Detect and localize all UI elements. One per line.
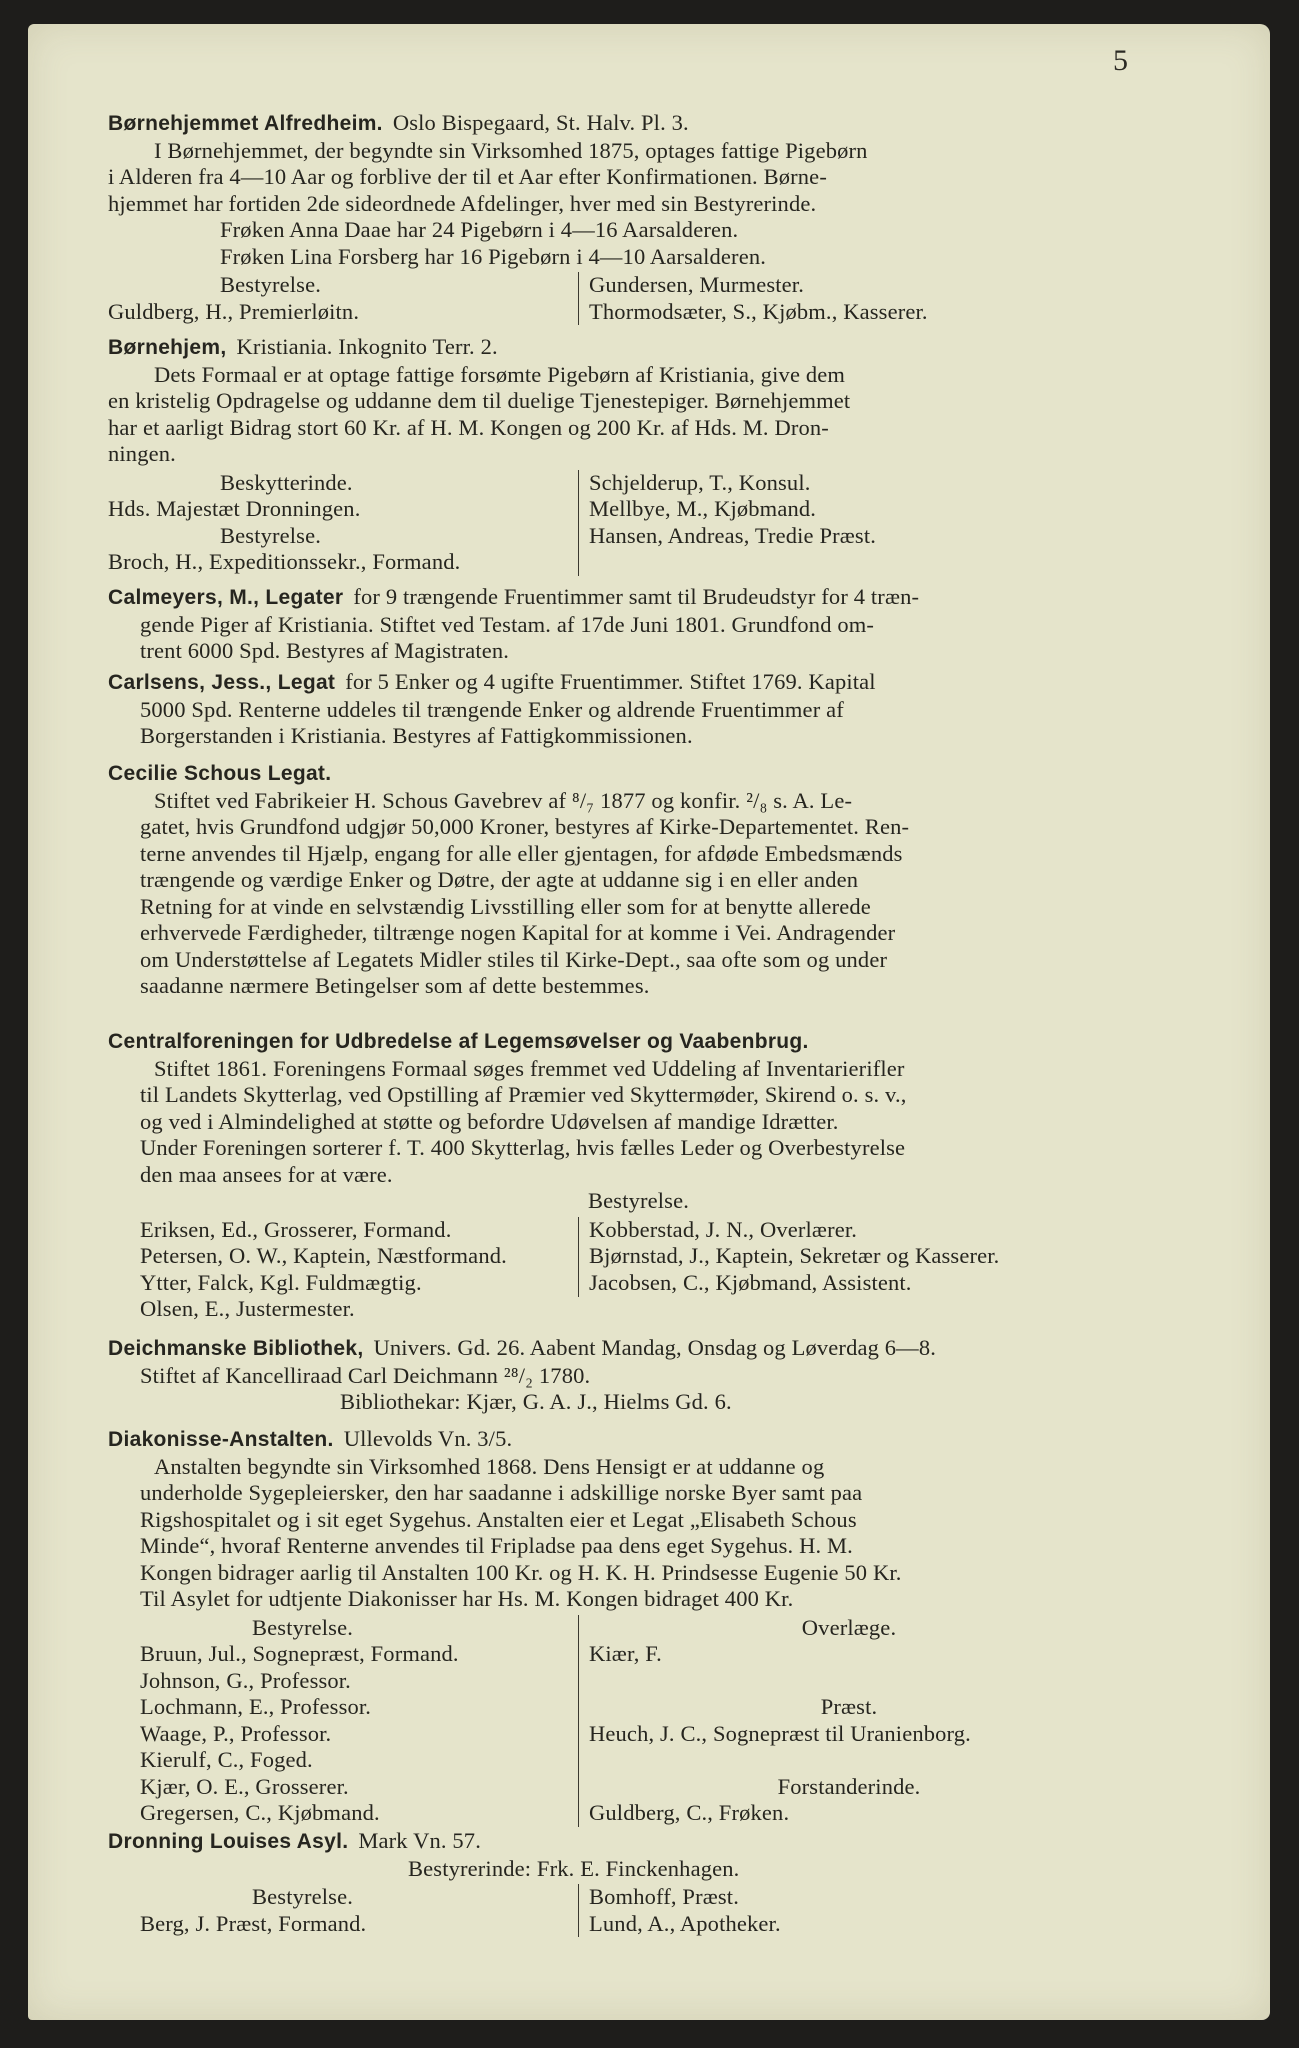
board-member: Bomhoff, Præst. [589,1884,739,1909]
board-heading: Bestyrelse. [252,1614,353,1640]
text-line: trent 6000 Spd. Bestyres af Magistraten. [140,638,510,663]
board-member: Hds. Majestæt Dronningen. [108,496,361,521]
board-member: Mellbye, M., Kjøbmand. [589,496,817,521]
text-line: I Børnehjemmet, der begyndte sin Virksomhed 1875, optages fattige Pigebørn [154,137,868,163]
entry-title: Cecilie Schous Legat. [108,762,332,785]
text-line: Frøken Anna Daae har 24 Pigebørn i 4—16 Aarsalderen. [220,217,739,242]
board-member: Thormodsæter, S., Kjøbm., Kasserer. [589,298,928,324]
entry-address: Mark Vn. 57. [358,1828,481,1853]
board-member: Lochmann, E., Professor. [140,1694,372,1719]
entry-dronning-louises-asyl [108,1828,1163,1937]
board-heading: Bestyrelse. [220,522,321,548]
text-line: Frøken Lina Forsberg har 16 Pigebørn i 4—10 Aarsalderen. [220,243,767,269]
board-member: Jacobsen, C., Kjøbmand, Assistent. [589,1269,912,1295]
text-line: underholde Sygepleiersker, den har saadanne i adskillige norske Byer samt paa [140,1480,863,1505]
board-member: Waage, P., Professor. [140,1720,332,1746]
text-line: for 5 Enker og 4 ugifte Fruentimmer. Stiftet 1769. Kapital [345,669,876,694]
text-line: Stiftet af Kancelliraad Carl Deichmann ²⁸/₂ 1780. [140,1362,591,1388]
text-line: Kongen bidrager aarlig til Anstalten 100 Kr. og H. K. H. Prindsesse Eugenie 50 Kr. [140,1559,902,1585]
entry-bornehjemmet-alfredheim [108,110,1163,325]
text-line: har et aarligt Bidrag stort 60 Kr. af H. M. Kongen og 200 Kr. af Hds. M. Dron- [108,414,829,440]
board-columns [108,1615,1163,1827]
text-line: Minde“, hvoraf Renterne anvendes til Fripladse paa dens eget Sygehus. H. M. [140,1533,853,1558]
staff-member: Kiær, F. [589,1641,662,1666]
board-member: Kobberstad, J. N., Overlærer. [589,1216,858,1242]
entry-calmeyers-legater [108,584,1163,665]
board-member: Gundersen, Murmester. [589,272,804,297]
text-line: en kristelig Opdragelse og uddanne dem til duelige Tjenestepiger. Børnehjemmet [108,388,851,413]
entry-title: Børnehjem, [108,336,227,359]
board-member: Lund, A., Apotheker. [589,1910,781,1936]
entry-deichmanske-bibliothek [108,1335,1163,1416]
text-line: for 9 trængende Fruentimmer samt til Brudeudstyr for 4 træn- [353,584,920,609]
text-line: gatet, hvis Grundfond udgjør 50,000 Kroner, bestyres af Kirke-Departementet. Ren- [140,814,910,839]
entry-address: Ullevolds Vn. 3/5. [343,1426,513,1451]
board-member: Ytter, Falck, Kgl. Fuldmægtig. [140,1269,422,1295]
text-line: erhvervede Færdigheder, tiltrænge nogen Kapital for at komme i Vei. Andragender [140,920,896,945]
text-line: Til Asylet for udtjente Diakonisser har Hs. M. Kongen bidraget 400 Kr. [140,1586,794,1611]
entry-centralforeningen [108,1028,1163,1323]
text-line: Borgerstanden i Kristiania. Bestyres af Fattigkommissionen. [140,723,693,748]
document-page [28,24,1270,2020]
board-member: Guldberg, H., Premierløitn. [108,298,360,324]
entry-title: Dronning Louises Asyl. [108,1830,349,1853]
text-line: Under Foreningen sorterer f. T. 400 Skytterlag, hvis fælles Leder og Overbestyrelse [140,1135,906,1160]
board-member: Kjær, O. E., Grosserer. [140,1773,349,1799]
board-columns [108,272,1163,325]
board-member: Hansen, Andreas, Tredie Præst. [589,522,876,548]
board-heading: Beskytterinde. [220,469,353,495]
board-member: Olsen, E., Justermester. [140,1296,355,1321]
board-member: Broch, H., Expeditionssekr., Formand. [108,549,461,574]
entry-title: Calmeyers, M., Legater [108,586,344,609]
text-line: om Understøttelse af Legatets Midler stiles til Kirke-Dept., saa ofte som og under [140,946,888,972]
board-member: Johnson, G., Professor. [140,1667,351,1693]
entry-bornehjem [108,334,1163,576]
staff-member: Guldberg, C., Frøken. [589,1800,790,1825]
board-member: Gregersen, C., Kjøbmand. [140,1800,380,1825]
board-member: Kierulf, C., Foged. [140,1747,313,1772]
staff-member: Heuch, J. C., Sognepræst til Uranienborg. [589,1720,971,1746]
board-member: Bjørnstad, J., Kaptein, Sekretær og Kasserer. [589,1243,1000,1268]
text-line: den maa ansees for at være. [140,1161,393,1187]
board-heading: Bestyrelse. [220,272,321,297]
page-number: 5 [1113,44,1128,77]
text-line: hjemmet har fortiden 2de sideordnede Afdelinger, hver med sin Bestyrerinde. [108,190,817,216]
text-line: Stiftet ved Fabrikeier H. Schous Gavebrev af ⁸/₇ 1877 og konfir. ²/₈ s. A. Le- [154,787,853,813]
board-heading: Bestyrelse. [252,1884,353,1909]
board-member: Schjelderup, T., Konsul. [589,469,811,495]
board-member: Petersen, O. W., Kaptein, Næstformand. [140,1243,507,1268]
board-heading: Bestyrelse. [588,1188,689,1213]
entry-address: Univers. Gd. 26. Aabent Mandag, Onsdag og Løverdag 6—8. [373,1335,937,1360]
staff-heading: Præst. [820,1694,878,1719]
entry-title: Børnehjemmet Alfredheim. [108,112,383,135]
text-line: gende Piger af Kristiania. Stiftet ved Testam. af 17de Juni 1801. Grundfond om- [140,611,875,637]
board-columns [108,1217,1163,1323]
text-line: ningen. [108,441,176,466]
entry-title: Deichmanske Bibliothek, [108,1337,364,1360]
board-columns [108,1884,1163,1937]
text-line: til Landets Skytterlag, ved Opstilling af Præmier ved Skyttermøder, Skirend o. s. v., [140,1082,907,1107]
librarian: Bibliothekar: Kjær, G. A. J., Hielms Gd. 6. [340,1389,732,1414]
board-member: Berg, J. Præst, Formand. [140,1910,367,1936]
staff-heading: Overlæge. [801,1614,897,1640]
board-member: Bruun, Jul., Sognepræst, Formand. [140,1641,459,1666]
text-line: Retning for at vinde en selvstændig Livsstilling eller som for at benytte allerede [140,893,871,919]
text-line: Dets Formaal er at optage fattige forsømte Pigebørn af Kristiania, give dem [154,361,846,387]
text-line: terne anvendes til Hjælp, engang for alle eller gjentagen, for afdøde Embedsmænds [140,840,903,866]
board-columns [108,470,1163,576]
text-line: Rigshospitalet og i sit eget Sygehus. Anstalten eier et Legat „Elisabeth Schous [140,1506,857,1532]
text-line: Stiftet 1861. Foreningens Formaal søges fremmet ved Uddeling af Inventarierifler [154,1055,905,1081]
entry-address: Kristiania. Inkognito Terr. 2. [236,334,498,359]
entry-title: Carlsens, Jess., Legat [108,671,336,694]
text-line: og ved i Almindelighed at støtte og befordre Udøvelsen af mandige Idrætter. [140,1108,839,1134]
board-member: Eriksen, Ed., Grosserer, Formand. [140,1216,452,1242]
text-line: saadanne nærmere Betingelser som af dette bestemmes. [140,973,650,998]
staff-heading: Forstanderinde. [777,1773,921,1799]
entry-title: Centralforeningen for Udbredelse af Legemsøvelser og Vaabenbrug. [108,1030,809,1053]
text-line: i Alderen fra 4—10 Aar og forblive der til et Aar efter Konfirmationen. Børne- [108,164,827,189]
entry-diakonisse-anstalten [108,1426,1163,1827]
text-line: trængende og værdige Enker og Døtre, der agte at uddanne sig i en eller anden [140,867,859,892]
entry-address: Oslo Bispegaard, St. Halv. Pl. 3. [392,110,689,135]
entry-title: Diakonisse-Anstalten. [108,1428,334,1451]
director: Bestyrerinde: Frk. E. Finckenhagen. [408,1855,740,1881]
entry-carlsens-legat [108,669,1163,750]
entry-cecilie-schous-legat [108,760,1163,1000]
text-line: 5000 Spd. Renterne uddeles til trængende Enker og aldrende Fruentimmer af [140,696,844,722]
text-line: Anstalten begyndte sin Virksomhed 1868. Dens Hensigt er at uddanne og [154,1453,825,1479]
